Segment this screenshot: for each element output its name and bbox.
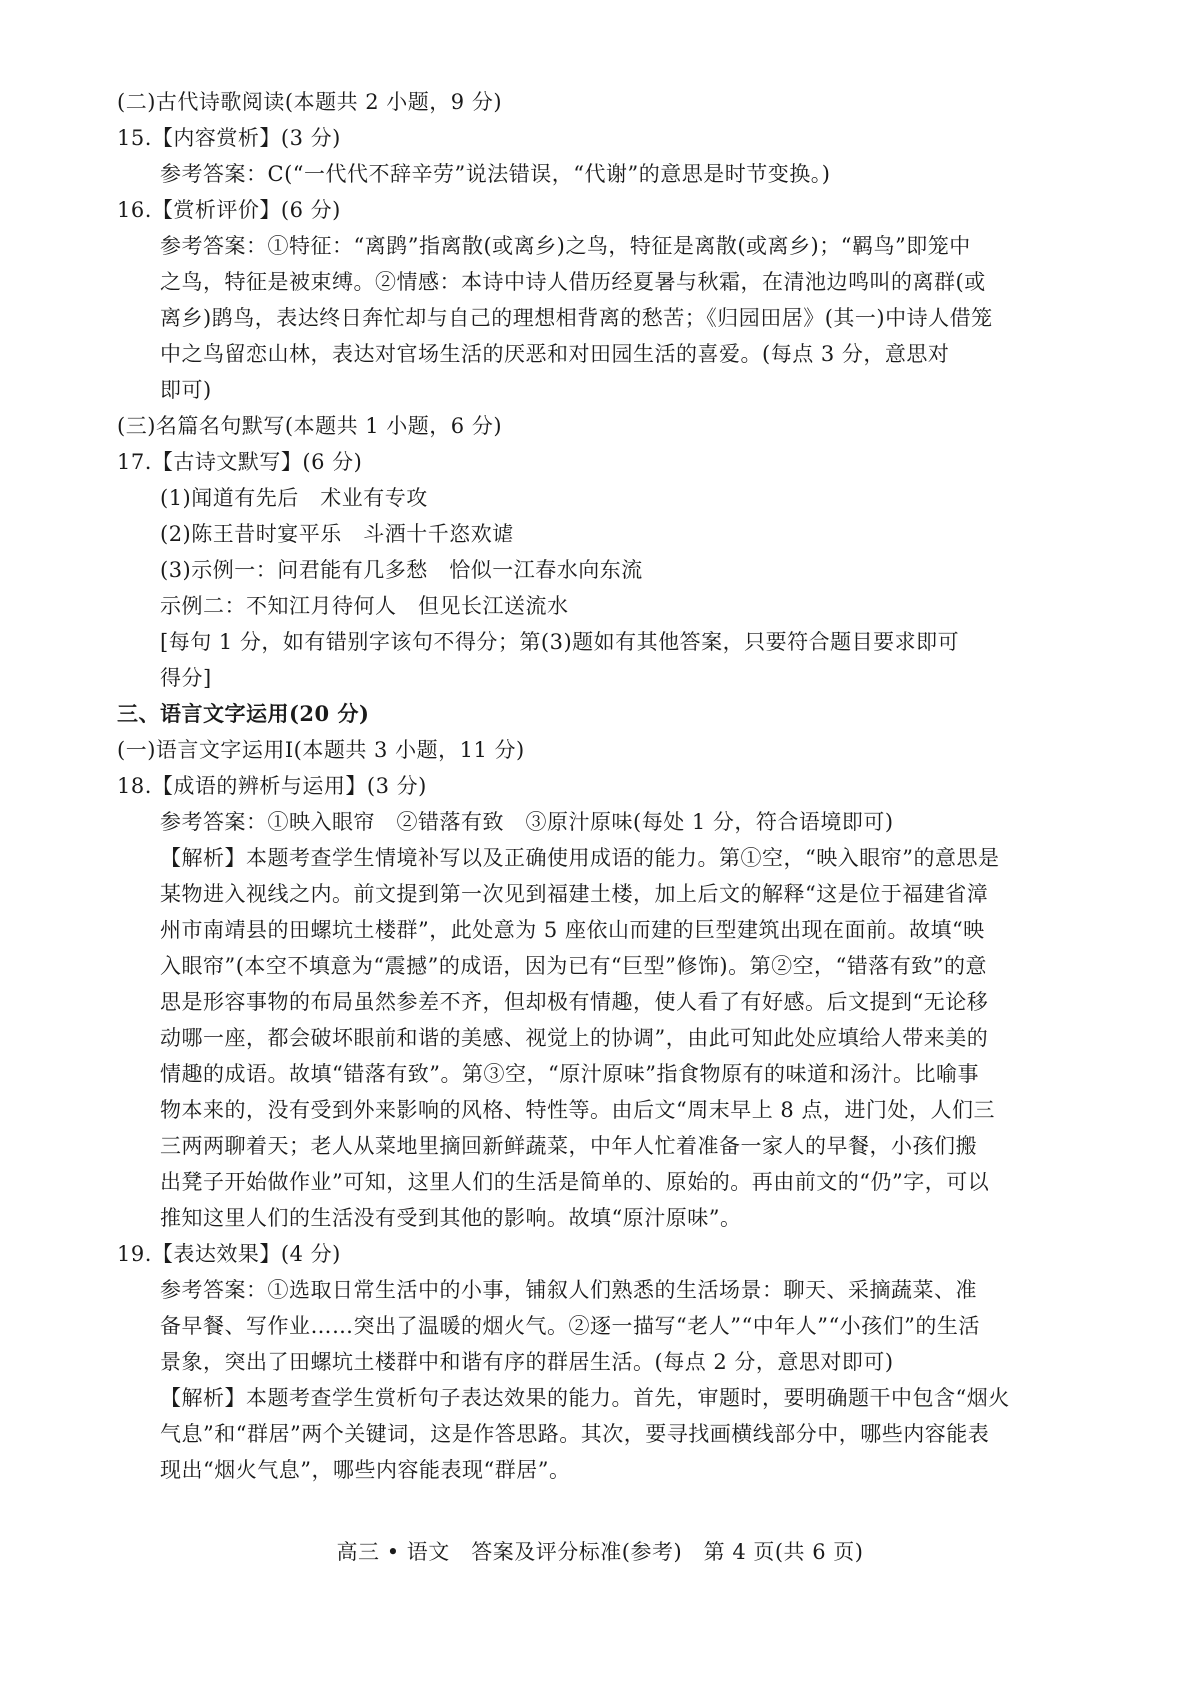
- question-18-analysis-line: 推知这里人们的生活没有受到其他的影响。故填“原汁原味”。: [160, 1206, 742, 1230]
- question-19-analysis-line: 【解析】本题考查学生赏析句子表达效果的能力。首先，审题时，要明确题干中包含“烟火: [160, 1386, 1010, 1410]
- question-18-analysis-line: 出凳子开始做作业”可知，这里人们的生活是简单的、原始的。再由前文的“仍”字，可以: [160, 1170, 990, 1194]
- question-19-answer-line: 景象，突出了田螺坑土楼群中和谐有序的群居生活。(每点 2 分，意思对即可): [160, 1350, 894, 1374]
- question-17-title: 17.【古诗文默写】(6 分): [117, 450, 363, 474]
- question-18-analysis-line: 思是形容事物的布局虽然参差不齐，但却极有情趣，使人看了有好感。后文提到“无论移: [160, 990, 989, 1014]
- question-19-analysis-line: 气息”和“群居”两个关键词，这是作答思路。其次，要寻找画横线部分中，哪些内容能表: [160, 1422, 990, 1446]
- question-18-analysis-line: 【解析】本题考查学生情境补写以及正确使用成语的能力。第①空，“映入眼帘”的意思是: [160, 846, 1000, 870]
- question-19-answer-line: 备早餐、写作业……突出了温暖的烟火气。②逐一描写“老人”“中年人”“小孩们”的生活: [160, 1314, 980, 1338]
- question-18-analysis-line: 某物进入视线之内。前文提到第一次见到福建土楼，加上后文的解释“这是位于福建省漳: [160, 882, 989, 906]
- question-18-analysis-line: 情趣的成语。故填“错落有致”。第③空，“原汁原味”指食物原有的味道和汤汁。比喻事: [160, 1062, 979, 1086]
- question-18-analysis-line: 州市南靖县的田螺坑土楼群”，此处意为 5 座依山而建的巨型建筑出现在面前。故填“映: [160, 918, 985, 942]
- question-15-answer: 参考答案：C(“一代代不辞辛劳”说法错误，“代谢”的意思是时节变换。): [160, 162, 831, 186]
- question-17-scoring-note: 得分]: [160, 666, 212, 690]
- question-16-answer-line: 参考答案：①特征：“离鹍”指离散(或离乡)之鸟，特征是离散(或离乡)；“羁鸟”即笼中: [160, 234, 971, 258]
- question-16-answer-line: 之鸟，特征是被束缚。②情感：本诗中诗人借历经夏暑与秋霜，在清池边鸣叫的离群(或: [160, 270, 986, 294]
- question-18-analysis-line: 物本来的，没有受到外来影响的风格、特性等。由后文“周末早上 8 点，进门处，人们三: [160, 1098, 995, 1122]
- question-18-analysis-line: 动哪一座，都会破坏眼前和谐的美感、视觉上的协调”，由此可知此处应填给人带来美的: [160, 1026, 989, 1050]
- question-18-analysis-line: 三两两聊着天；老人从菜地里摘回新鲜蔬菜，中年人忙着准备一家人的早餐，小孩们搬: [160, 1134, 977, 1158]
- question-16-answer-line: 即可): [160, 378, 212, 402]
- question-18-title: 18.【成语的辨析与运用】(3 分): [117, 774, 427, 798]
- question-17-answer-line: (1)闻道有先后 术业有专攻: [160, 486, 428, 510]
- question-19-title: 19.【表达效果】(4 分): [117, 1242, 341, 1266]
- question-19-answer-line: 参考答案：①选取日常生活中的小事，铺叙人们熟悉的生活场景：聊天、采摘蔬菜、准: [160, 1278, 977, 1302]
- question-18-answer: 参考答案：①映入眼帘 ②错落有致 ③原汁原味(每处 1 分，符合语境即可): [160, 810, 894, 834]
- section-famous-lines-heading: (三)名篇名句默写(本题共 1 小题，6 分): [117, 414, 503, 438]
- question-17-answer-line: 示例二：不知江月待何人 但见长江送流水: [160, 594, 569, 618]
- question-19-analysis-line: 现出“烟火气息”，哪些内容能表现“群居”。: [160, 1458, 571, 1482]
- question-18-analysis-line: 入眼帘”(本空不填意为“震撼”的成语，因为已有“巨型”修饰)。第②空，“错落有致”的意: [160, 954, 988, 978]
- subsection-language-use-heading: (一)语言文字运用Ⅰ(本题共 3 小题，11 分): [117, 738, 525, 762]
- question-16-answer-line: 中之鸟留恋山林，表达对官场生活的厌恶和对田园生活的喜爱。(每点 3 分，意思对: [160, 342, 950, 366]
- question-17-scoring-note: [每句 1 分，如有错别字该句不得分；第(3)题如有其他答案，只要符合题目要求即可: [160, 630, 960, 654]
- question-16-answer-line: 离乡)鹍鸟，表达终日奔忙却与自己的理想相背离的愁苦；《归园田居》(其一)中诗人借笼: [160, 306, 993, 330]
- question-15-title: 15.【内容赏析】(3 分): [117, 126, 341, 150]
- question-17-answer-line: (2)陈王昔时宴平乐 斗酒十千恣欢谑: [160, 522, 514, 546]
- section-three-heading: 三、语言文字运用(20 分): [117, 701, 370, 726]
- question-17-answer-line: (3)示例一：问君能有几多愁 恰似一江春水向东流: [160, 558, 643, 582]
- page-footer: 高三 • 语文 答案及评分标准(参考) 第 4 页(共 6 页): [336, 1540, 864, 1564]
- section-ancient-poetry-heading: (二)古代诗歌阅读(本题共 2 小题，9 分): [117, 90, 503, 114]
- question-16-title: 16.【赏析评价】(6 分): [117, 198, 341, 222]
